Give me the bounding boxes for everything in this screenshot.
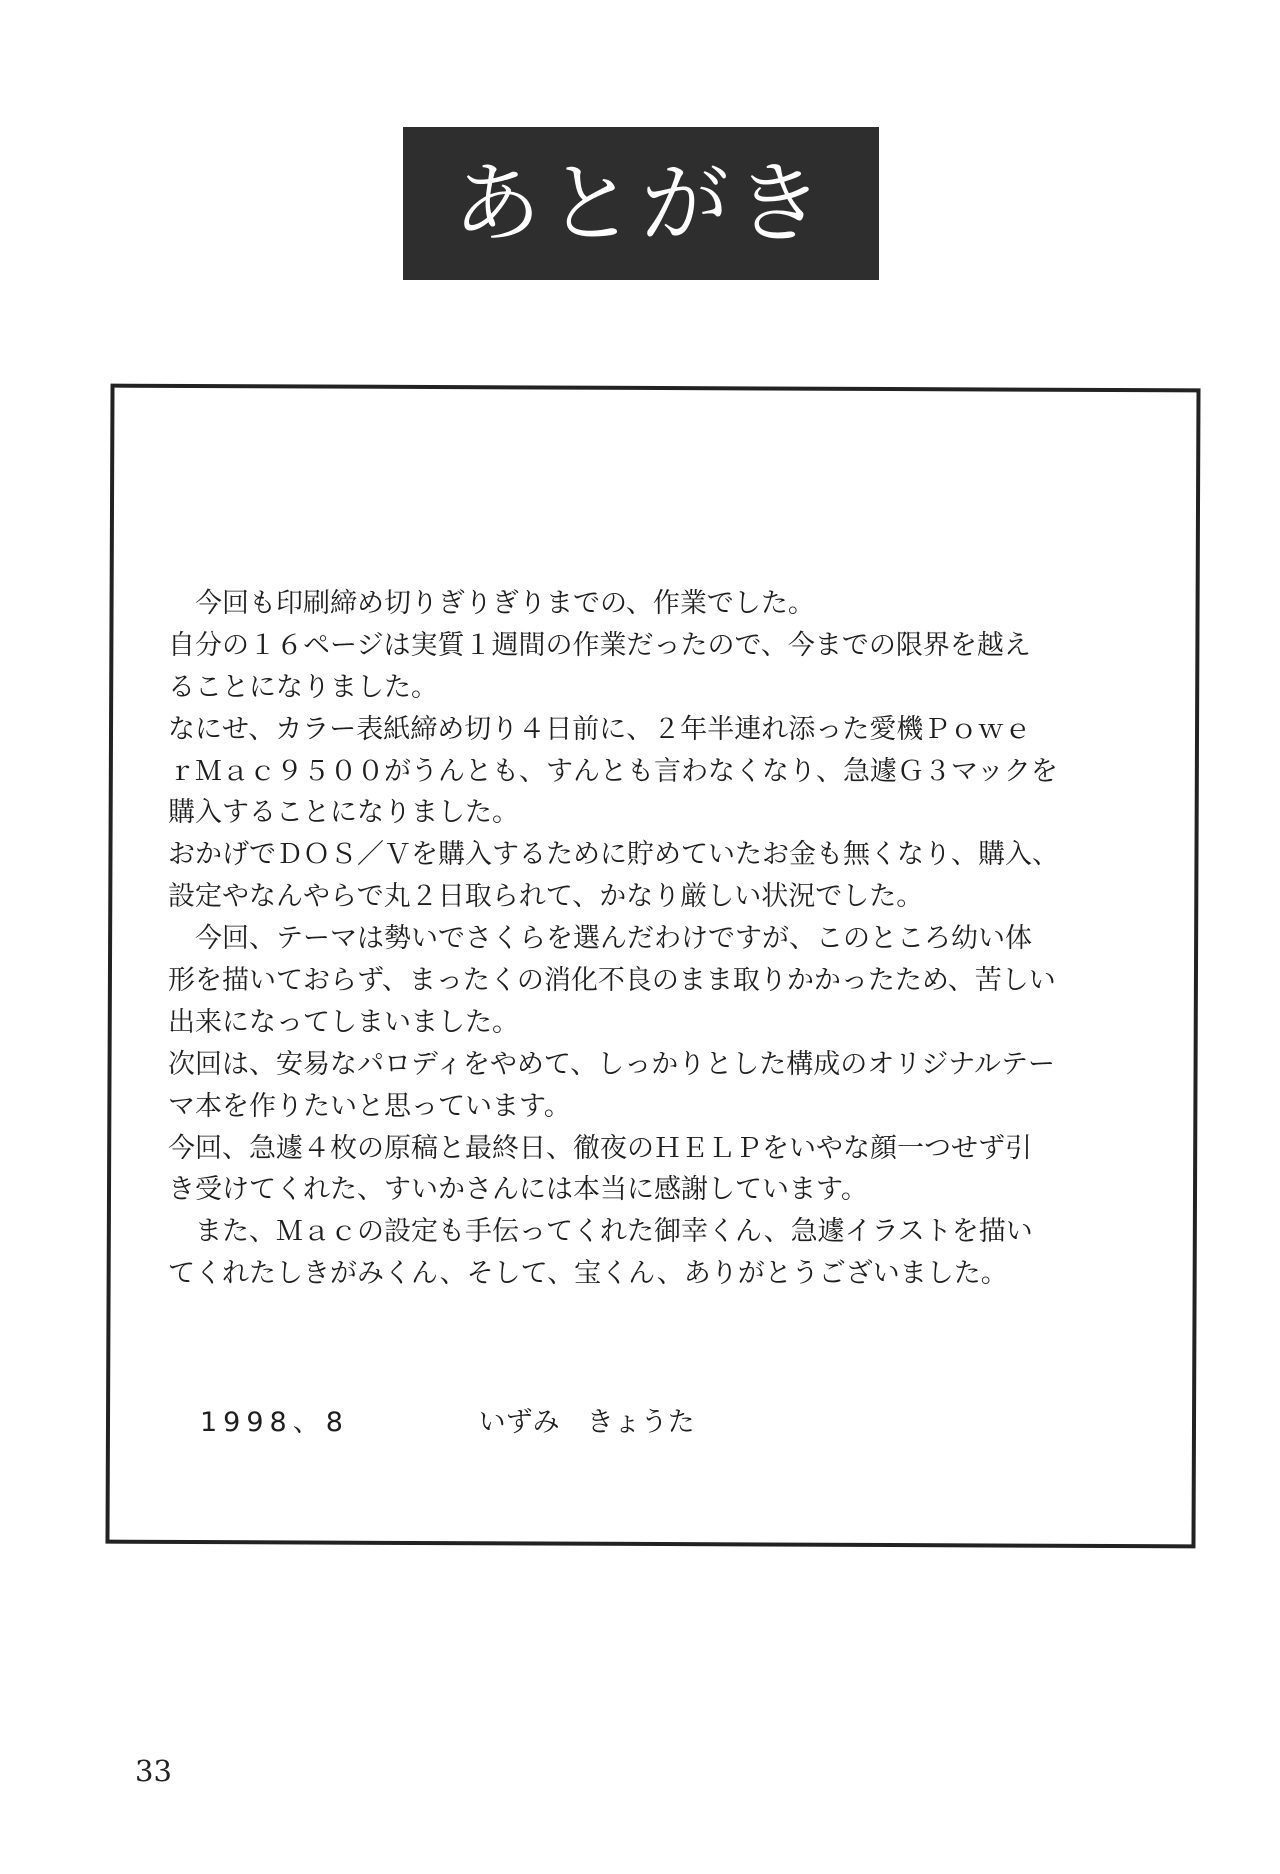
text-line: 自分の１６ページは実質１週間の作業だったので、今までの限界を越え <box>168 629 1031 661</box>
signature-date: 1998、8 <box>200 1407 349 1438</box>
text-line: 今回、急遽４枚の原稿と最終日、徹夜のＨＥＬＰをいやな顔一つせず引 <box>168 1132 1032 1164</box>
text-line: ることになりました。 <box>168 671 438 703</box>
page-number: 33 <box>135 1754 172 1788</box>
text-line: 形を描いておらず、まったくの消化不良のまま取りかかったため、苦しい <box>168 965 1056 997</box>
text-line: 次回は、安易なパロディをやめて、しっかりとした構成のオリジナルテー <box>168 1048 1055 1080</box>
page-title: あとがき <box>403 127 879 280</box>
text-line: き受けてくれた、すいかさんには本当に感謝しています。 <box>168 1174 868 1206</box>
text-line: てくれたしきがみくん、そして、宝くん、ありがとうございました。 <box>168 1258 1008 1290</box>
signature <box>200 1400 695 1439</box>
text-line: なにせ、カラー表紙締め切り４日前に、２年半連れ添った愛機Ｐｏｗｅ <box>168 713 1032 745</box>
text-line: マ本を作りたいと思っています。 <box>168 1090 571 1122</box>
text-line: また、Ｍａｃの設定も手伝ってくれた御幸くん、急遽イラストを描い <box>168 1216 1033 1248</box>
signature-author: いずみ きょうた <box>478 1407 695 1438</box>
text-line: 購入することになりました。 <box>168 797 519 829</box>
text-line: 設定やなんやらで丸２日取られて、かなり厳しい状況でした。 <box>168 881 924 913</box>
text-line: ｒＭａｃ９５００がうんとも、すんとも言わなくなり、急遽Ｇ３マックを <box>168 755 1058 787</box>
afterword-body <box>168 583 1183 1295</box>
text-line: 出来になってしまいました。 <box>168 1006 519 1038</box>
text-line: 今回、テーマは勢いでさくらを選んだわけですが、このところ幼い体 <box>168 923 1032 955</box>
text-line: おかげでＤＯＳ／Ｖを購入するために貯めていたお金も無くなり、購入、 <box>168 839 1059 871</box>
text-line: 今回も印刷締め切りぎりぎりまでの、作業でした。 <box>168 588 815 619</box>
